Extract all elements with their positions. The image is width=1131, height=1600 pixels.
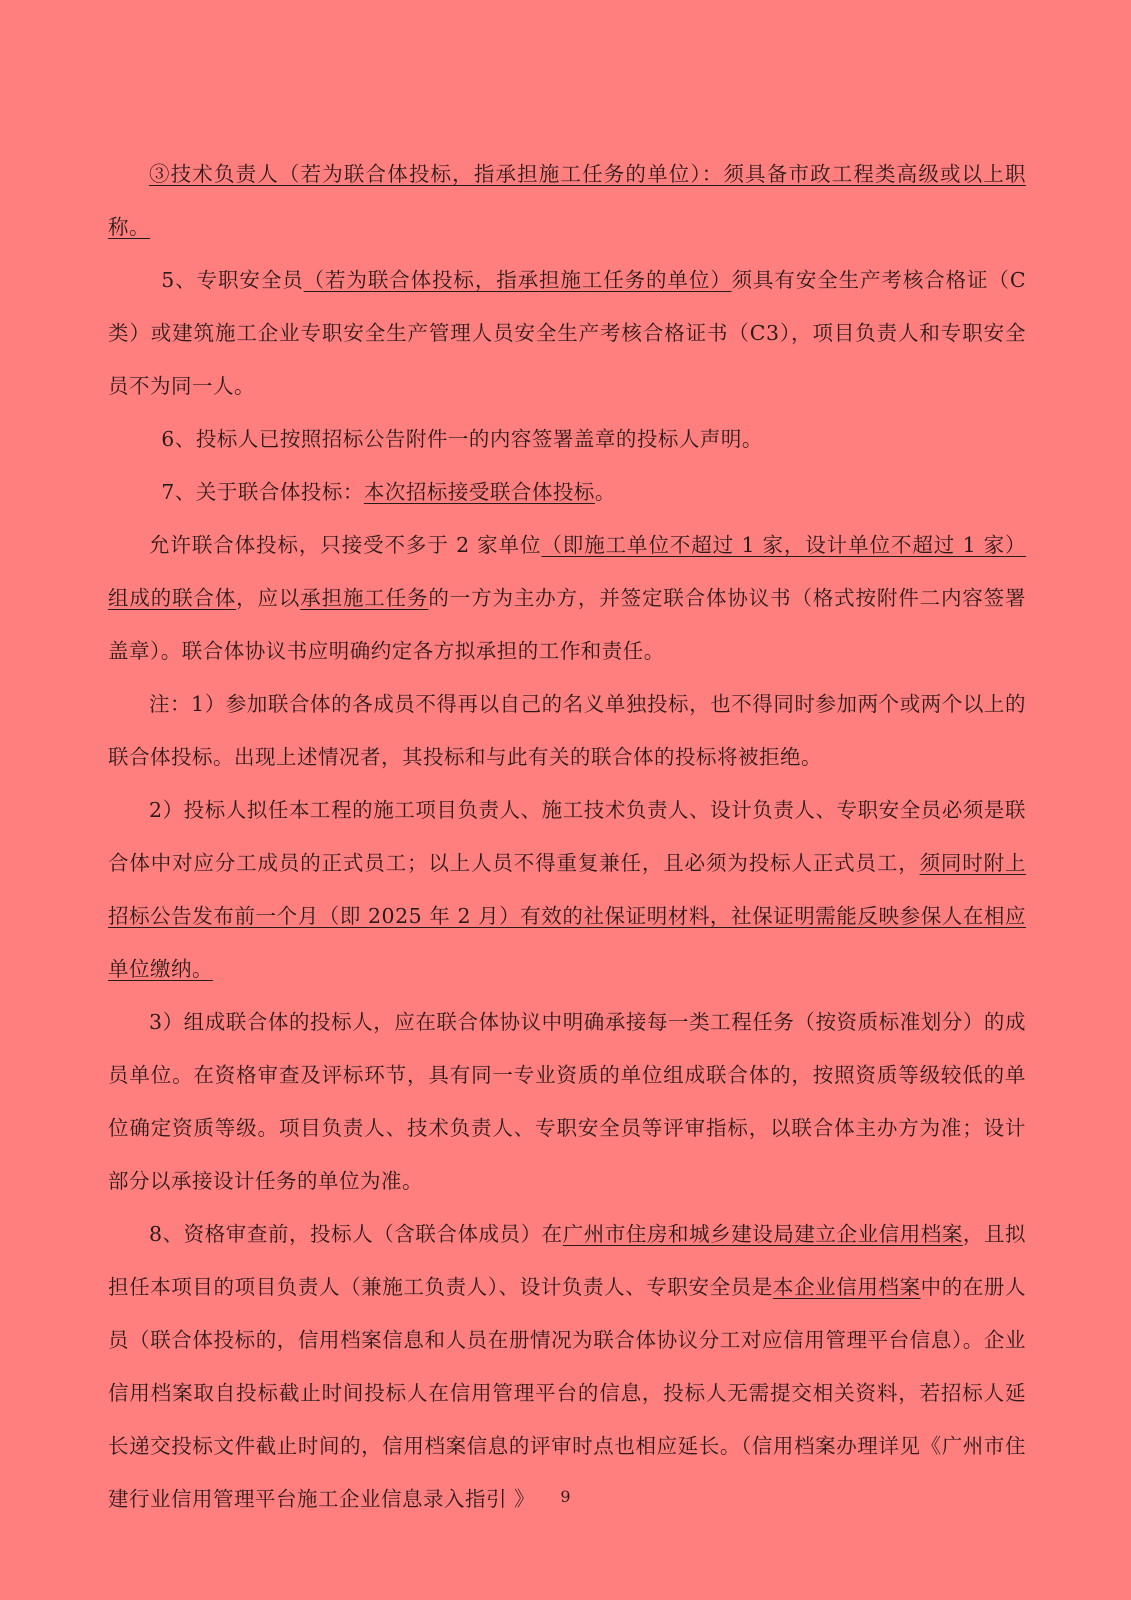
paragraph-credit-record: 8、资格审查前，投标人（含联合体成员）在广州市住房和城乡建设局建立企业信用档案，且拟担任本项目的项目负责人（兼施工负责人）、设计负责人、专职安全员是本企业信用档案中的在册人员（联合体投标的，信用档案信息和人员在册情况为联合体协议分工对应信用管理平台信息）。企业信用档案取自投标截止时间投标人在信用管理平台的信息，投标人无需提交相关资料，若招标人延长递交投标文件截止时间的，信用档案信息的评审时点也相应延长。（信用档案办理详见《广州市住建行业信用管理平台施工企业信息录入指引 》 <box>108 1222 1027 1511</box>
underlined-text: 广州市住房和城乡建设局建立企业信用档案 <box>562 1222 963 1246</box>
paragraph-note-1: 注：1）参加联合体的各成员不得再以自己的名义单独投标，也不得同时参加两个或两个以上的联合体投标。出现上述情况者，其投标和与此有关的联合体的投标将被拒绝。 <box>108 692 1026 769</box>
underlined-text: 本次招标接受联合体投标 <box>363 480 595 504</box>
underlined-text: （即施工单位不超过 1 家，设计单位不超过 1 家）组成的联合体 <box>108 533 1026 610</box>
paragraph-note-3: 3）组成联合体的投标人，应在联合体协议中明确承接每一类工程任务（按资质标准划分）的成员单位。在资格审查及评标环节，具有同一专业资质的单位组成联合体的，按照资质等级较低的单位确定资质等级。项目负责人、技术负责人、专职安全员等评审指标，以联合体主办方为准；设计部分以承接设计任务的单位为准。 <box>108 1010 1026 1193</box>
underlined-text: ③技术负责人（若为联合体投标，指承担施工任务的单位）：须具备市政工程类高级或以上职称。 <box>108 162 1026 239</box>
underlined-text: 须同时附上招标公告发布前一个月（即 2025 年 2 月）有效的社保证明材料，社保证明需能反映参保人在相应单位缴纳。 <box>108 851 1027 981</box>
paragraph-bidder-declaration: 6、投标人已按照招标公告附件一的内容签署盖章的投标人声明。 <box>161 427 763 451</box>
paragraph-technical-lead <box>108 148 1026 254</box>
paragraph-safety-officer: 5、专职安全员（若为联合体投标，指承担施工任务的单位）须具有安全生产考核合格证（C 类）或建筑施工企业专职安全生产管理人员安全生产考核合格证书（C3），项目负责人和专职安全员不为同一人。 <box>108 268 1026 398</box>
underlined-text: 承担施工任务 <box>300 586 429 610</box>
underlined-text: （若为联合体投标，指承担施工任务的单位） <box>303 268 732 292</box>
underlined-text: 本企业信用档案 <box>772 1275 921 1299</box>
document-body <box>108 148 1026 1526</box>
page-number: 9 <box>560 1487 571 1506</box>
paragraph-consortium-heading: 7、关于联合体投标：本次招标接受联合体投标。 <box>161 480 616 504</box>
paragraph-note-2: 2）投标人拟任本工程的施工项目负责人、施工技术负责人、设计负责人、专职安全员必须是联合体中对应分工成员的正式员工；以上人员不得重复兼任，且必须为投标人正式员工，须同时附上招标公告发布前一个月（即 2025 年 2 月）有效的社保证明材料，社保证明需能反映参保人在相应单位缴纳。 <box>108 798 1027 981</box>
paragraph-consortium-rules: 允许联合体投标，只接受不多于 2 家单位（即施工单位不超过 1 家，设计单位不超过 1 家）组成的联合体，应以承担施工任务的一方为主办方，并签定联合体协议书（格式按附件二内容签署盖章）。联合体协议书应明确约定各方拟承担的工作和责任。 <box>108 533 1027 663</box>
